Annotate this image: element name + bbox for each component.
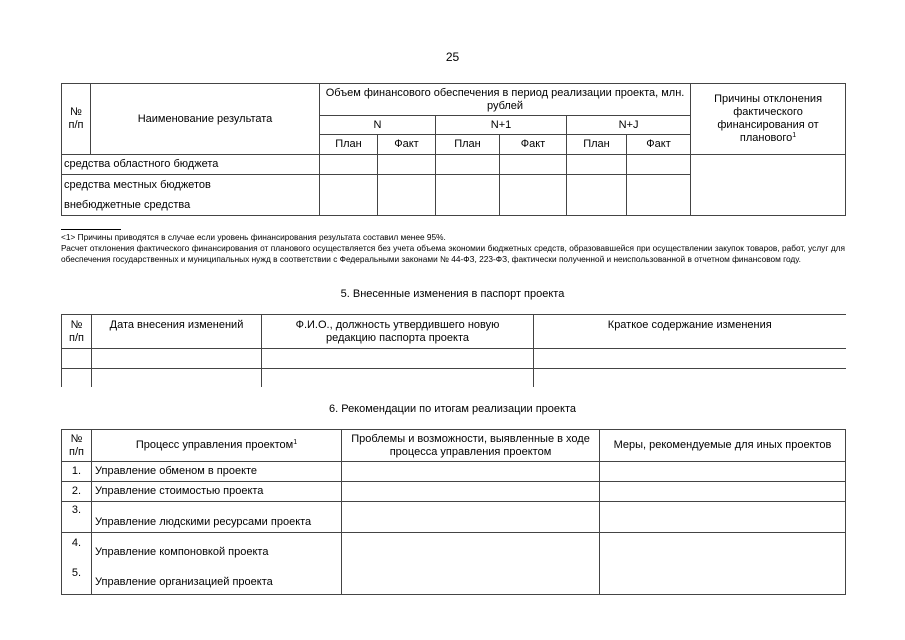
plan-header: План [320,135,378,155]
row-label-group [62,175,320,216]
row-num: 4. [71,537,82,549]
period-n: N [320,116,436,135]
table-row [62,462,846,482]
changes-table [61,314,846,387]
col-volume-header: Объем финансового обеспечения в период реализации проекта, млн. рублей [320,84,691,116]
col-num-header: № п/п [62,315,92,349]
row-process: Управление организацией проекта [95,576,273,588]
col-problems-header: Проблемы и возможности, выявленные в ходе процесса управления проектом [342,430,600,462]
row-process: Управление компоновкой проекта [95,546,269,558]
table-row [62,502,846,533]
col-name-header: Наименование результата [91,84,320,155]
col-measures-header: Меры, рекомендуемые для иных проектов [600,430,846,462]
footnote-2: Расчет отклонения фактического финансирования от планового осуществляется без учета объема экономии бюджетных средств, образовавшейся при осуществлении закупок товаров, работ, услуг для обеспечения государственных и муниципальных нужд в соответствии с Федеральными законами № 44-ФЗ, 223-ФЗ, фактически полученной и неиспользованной в отчетном финансовом году. [61,243,845,264]
row-num: 3. [62,502,92,533]
col-num-header: № п/п [62,430,92,462]
row-process-group [92,533,342,595]
table-row [62,369,846,387]
row-label: средства областного бюджета [62,155,320,175]
row-label: средства местных бюджетов [64,179,211,191]
row-num: 5. [71,567,82,579]
footnote-ref: 1 [293,439,298,446]
row-num-group [62,533,92,595]
plan-header: План [567,135,627,155]
section-5-title: 5. Внесенные изменения в паспорт проекта [340,288,565,300]
row-process: Управление людскими ресурсами проекта [92,502,342,533]
period-n1: N+1 [436,116,567,135]
period-nj: N+J [567,116,691,135]
col-reasons-header: Причины отклонения фактического финансирования от планового$^1$ [691,84,846,155]
col-process-header: Процесс управления проектом$^1$ [92,430,342,462]
footnote-1: <1> Причины приводятся в случае если уровень финансирования результата составил менее 95%. [61,232,446,242]
table-row [62,349,846,369]
plan-header: План [436,135,500,155]
fact-header: Факт [627,135,691,155]
table-row [62,482,846,502]
col-num-header: № п/п [62,84,91,155]
section-6-title: 6. Рекомендации по итогам реализации проекта [328,403,576,415]
financing-table [61,83,846,216]
table-row [62,155,846,175]
row-num: 2. [62,482,92,502]
footnote-ref: 1 [792,132,797,139]
footnote-divider [61,229,121,230]
row-label: внебюджетные средства [64,199,191,211]
fact-header: Факт [500,135,567,155]
col-date-header: Дата внесения изменений [92,315,262,349]
fact-header: Факт [378,135,436,155]
row-process: Управление обменом в проекте [92,462,342,482]
col-summary-header: Краткое содержание изменения [534,315,846,349]
col-approver-header: Ф.И.О., должность утвердившего новую редакцию паспорта проекта [262,315,534,349]
recommendations-table [61,429,846,595]
table-row [62,533,846,595]
row-process: Управление стоимостью проекта [92,482,342,502]
row-num: 1. [62,462,92,482]
page-number: 25 [445,50,460,64]
